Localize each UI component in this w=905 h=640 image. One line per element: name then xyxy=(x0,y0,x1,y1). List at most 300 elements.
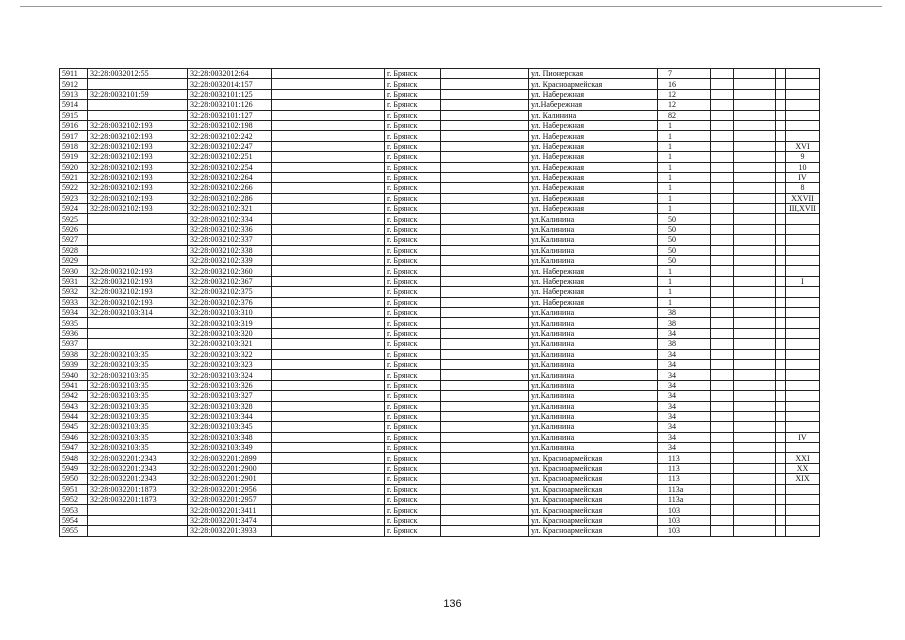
house-number-cell: 34 xyxy=(658,380,711,390)
empty-cell-cell xyxy=(272,235,385,245)
parent-cadastral-number-cell: 32:28:0032103:35 xyxy=(88,349,188,359)
parent-cadastral-number-cell: 32:28:0032102:193 xyxy=(88,152,188,162)
table-row xyxy=(60,162,820,172)
register-sheet xyxy=(59,68,820,537)
house-number-cell: 113а xyxy=(658,484,711,494)
cadastral-number-cell: 32:28:0032102:264 xyxy=(188,172,272,182)
parent-cadastral-number-cell xyxy=(88,245,188,255)
empty-cell-cell xyxy=(441,204,529,214)
table-row xyxy=(60,183,820,193)
cadastral-number-cell: 32:28:0032201:3474 xyxy=(188,515,272,525)
premise-number-cell xyxy=(786,515,820,525)
empty-cell-cell xyxy=(734,266,776,276)
city-cell: г. Брянск xyxy=(385,79,441,89)
parent-cadastral-number-cell: 32:28:0032103:35 xyxy=(88,432,188,442)
empty-cell-cell xyxy=(776,463,786,473)
row-number-cell: 5915 xyxy=(60,110,88,120)
empty-cell-cell xyxy=(776,484,786,494)
city-cell: г. Брянск xyxy=(385,359,441,369)
empty-cell-cell xyxy=(734,432,776,442)
street-cell: ул.Калинина xyxy=(529,422,658,432)
empty-cell-cell xyxy=(734,297,776,307)
empty-cell-cell xyxy=(441,256,529,266)
city-cell: г. Брянск xyxy=(385,526,441,536)
empty-cell-cell xyxy=(711,245,734,255)
cadastral-number-cell: 32:28:0032103:310 xyxy=(188,307,272,317)
empty-cell-cell xyxy=(441,287,529,297)
parent-cadastral-number-cell: 32:28:0032102:193 xyxy=(88,297,188,307)
row-number-cell: 5913 xyxy=(60,89,88,99)
house-number-cell: 113 xyxy=(658,453,711,463)
street-cell: ул. Красноармейская xyxy=(529,79,658,89)
cadastral-number-cell: 32:28:0032103:348 xyxy=(188,432,272,442)
cadastral-number-cell: 32:28:0032103:321 xyxy=(188,339,272,349)
row-number-cell: 5928 xyxy=(60,245,88,255)
empty-cell-cell xyxy=(734,515,776,525)
empty-cell-cell xyxy=(441,110,529,120)
row-number-cell: 5918 xyxy=(60,141,88,151)
house-number-cell: 38 xyxy=(658,307,711,317)
empty-cell-cell xyxy=(734,110,776,120)
premise-number-cell: 8 xyxy=(786,183,820,193)
empty-cell-cell xyxy=(272,339,385,349)
street-cell: ул. Набережная xyxy=(529,297,658,307)
row-number-cell: 5919 xyxy=(60,152,88,162)
empty-cell-cell xyxy=(776,453,786,463)
city-cell: г. Брянск xyxy=(385,287,441,297)
cadastral-number-cell: 32:28:0032102:254 xyxy=(188,162,272,172)
empty-cell-cell xyxy=(711,328,734,338)
premise-number-cell: XVI xyxy=(786,141,820,151)
street-cell: ул. Красноармейская xyxy=(529,495,658,505)
parent-cadastral-number-cell: 32:28:0032201:1873 xyxy=(88,495,188,505)
empty-cell-cell xyxy=(272,463,385,473)
row-number-cell: 5939 xyxy=(60,359,88,369)
premise-number-cell xyxy=(786,401,820,411)
city-cell: г. Брянск xyxy=(385,183,441,193)
parent-cadastral-number-cell xyxy=(88,224,188,234)
street-cell: ул. Красноармейская xyxy=(529,515,658,525)
empty-cell-cell xyxy=(776,110,786,120)
empty-cell-cell xyxy=(272,359,385,369)
city-cell: г. Брянск xyxy=(385,328,441,338)
parent-cadastral-number-cell: 32:28:0032102:193 xyxy=(88,162,188,172)
parent-cadastral-number-cell xyxy=(88,214,188,224)
parent-cadastral-number-cell xyxy=(88,100,188,110)
empty-cell-cell xyxy=(441,380,529,390)
empty-cell-cell xyxy=(734,100,776,110)
empty-cell-cell xyxy=(441,193,529,203)
parent-cadastral-number-cell: 32:28:0032103:35 xyxy=(88,411,188,421)
street-cell: ул. Красноармейская xyxy=(529,463,658,473)
table-row xyxy=(60,172,820,182)
city-cell: г. Брянск xyxy=(385,370,441,380)
row-number-cell: 5933 xyxy=(60,297,88,307)
row-number-cell: 5955 xyxy=(60,526,88,536)
cadastral-number-cell: 32:28:0032102:375 xyxy=(188,287,272,297)
table-row xyxy=(60,391,820,401)
premise-number-cell xyxy=(786,214,820,224)
street-cell: ул. Набережная xyxy=(529,276,658,286)
street-cell: ул.Калинина xyxy=(529,224,658,234)
empty-cell-cell xyxy=(272,297,385,307)
empty-cell-cell xyxy=(734,89,776,99)
empty-cell-cell xyxy=(441,505,529,515)
empty-cell-cell xyxy=(776,214,786,224)
house-number-cell: 50 xyxy=(658,214,711,224)
house-number-cell: 16 xyxy=(658,79,711,89)
cadastral-number-cell: 32:28:0032102:367 xyxy=(188,276,272,286)
top-border-line xyxy=(20,6,882,7)
city-cell: г. Брянск xyxy=(385,152,441,162)
house-number-cell: 1 xyxy=(658,193,711,203)
empty-cell-cell xyxy=(711,172,734,182)
premise-number-cell: XXI xyxy=(786,453,820,463)
row-number-cell: 5945 xyxy=(60,422,88,432)
table-row xyxy=(60,495,820,505)
premise-number-cell xyxy=(786,79,820,89)
street-cell: ул. Калинина xyxy=(529,110,658,120)
city-cell: г. Брянск xyxy=(385,463,441,473)
empty-cell-cell xyxy=(272,484,385,494)
empty-cell-cell xyxy=(734,287,776,297)
row-number-cell: 5937 xyxy=(60,339,88,349)
empty-cell-cell xyxy=(272,79,385,89)
empty-cell-cell xyxy=(711,411,734,421)
street-cell: ул. Набережная xyxy=(529,287,658,297)
street-cell: ул. Набережная xyxy=(529,89,658,99)
empty-cell-cell xyxy=(272,256,385,266)
row-number-cell: 5946 xyxy=(60,432,88,442)
empty-cell-cell xyxy=(441,422,529,432)
city-cell: г. Брянск xyxy=(385,495,441,505)
empty-cell-cell xyxy=(441,401,529,411)
street-cell: ул. Красноармейская xyxy=(529,474,658,484)
house-number-cell: 103 xyxy=(658,505,711,515)
cadastral-number-cell: 32:28:0032102:242 xyxy=(188,131,272,141)
empty-cell-cell xyxy=(711,370,734,380)
premise-number-cell xyxy=(786,297,820,307)
house-number-cell: 50 xyxy=(658,245,711,255)
parent-cadastral-number-cell xyxy=(88,256,188,266)
row-number-cell: 5934 xyxy=(60,307,88,317)
premise-number-cell xyxy=(786,349,820,359)
empty-cell-cell xyxy=(776,443,786,453)
parent-cadastral-number-cell xyxy=(88,339,188,349)
empty-cell-cell xyxy=(441,79,529,89)
house-number-cell: 113 xyxy=(658,463,711,473)
cadastral-number-cell: 32:28:0032102:337 xyxy=(188,235,272,245)
cadastral-number-cell: 32:28:0032102:338 xyxy=(188,245,272,255)
table-row xyxy=(60,432,820,442)
empty-cell-cell xyxy=(441,484,529,494)
empty-cell-cell xyxy=(272,89,385,99)
empty-cell-cell xyxy=(272,276,385,286)
row-number-cell: 5925 xyxy=(60,214,88,224)
row-number-cell: 5914 xyxy=(60,100,88,110)
empty-cell-cell xyxy=(776,79,786,89)
empty-cell-cell xyxy=(734,214,776,224)
row-number-cell: 5948 xyxy=(60,453,88,463)
empty-cell-cell xyxy=(776,432,786,442)
premise-number-cell xyxy=(786,422,820,432)
empty-cell-cell xyxy=(711,297,734,307)
parent-cadastral-number-cell: 32:28:0032102:193 xyxy=(88,172,188,182)
empty-cell-cell xyxy=(776,391,786,401)
cadastral-number-cell: 32:28:0032103:323 xyxy=(188,359,272,369)
cadastral-number-cell: 32:28:0032201:2900 xyxy=(188,463,272,473)
row-number-cell: 5940 xyxy=(60,370,88,380)
premise-number-cell: 10 xyxy=(786,162,820,172)
empty-cell-cell xyxy=(441,443,529,453)
empty-cell-cell xyxy=(734,391,776,401)
table-row xyxy=(60,422,820,432)
empty-cell-cell xyxy=(272,131,385,141)
empty-cell-cell xyxy=(776,515,786,525)
city-cell: г. Брянск xyxy=(385,411,441,421)
empty-cell-cell xyxy=(441,100,529,110)
table-row xyxy=(60,235,820,245)
empty-cell-cell xyxy=(441,349,529,359)
house-number-cell: 1 xyxy=(658,287,711,297)
parent-cadastral-number-cell: 32:28:0032012:55 xyxy=(88,69,188,79)
empty-cell-cell xyxy=(734,152,776,162)
table-row xyxy=(60,474,820,484)
city-cell: г. Брянск xyxy=(385,484,441,494)
empty-cell-cell xyxy=(711,401,734,411)
house-number-cell: 34 xyxy=(658,349,711,359)
table-row xyxy=(60,401,820,411)
empty-cell-cell xyxy=(776,422,786,432)
cadastral-number-cell: 32:28:0032102:286 xyxy=(188,193,272,203)
premise-number-cell: 9 xyxy=(786,152,820,162)
city-cell: г. Брянск xyxy=(385,453,441,463)
city-cell: г. Брянск xyxy=(385,214,441,224)
empty-cell-cell xyxy=(734,505,776,515)
empty-cell-cell xyxy=(776,256,786,266)
empty-cell-cell xyxy=(272,422,385,432)
empty-cell-cell xyxy=(734,307,776,317)
house-number-cell: 113 xyxy=(658,474,711,484)
table-row xyxy=(60,79,820,89)
table-row xyxy=(60,515,820,525)
cadastral-number-cell: 32:28:0032102:336 xyxy=(188,224,272,234)
row-number-cell: 5951 xyxy=(60,484,88,494)
premise-number-cell xyxy=(786,495,820,505)
empty-cell-cell xyxy=(441,183,529,193)
street-cell: ул. Набережная xyxy=(529,162,658,172)
empty-cell-cell xyxy=(776,339,786,349)
empty-cell-cell xyxy=(272,152,385,162)
empty-cell-cell xyxy=(272,453,385,463)
row-number-cell: 5923 xyxy=(60,193,88,203)
empty-cell-cell xyxy=(734,141,776,151)
cadastral-number-cell: 32:28:0032201:2956 xyxy=(188,484,272,494)
empty-cell-cell xyxy=(711,235,734,245)
empty-cell-cell xyxy=(272,318,385,328)
cadastral-number-cell: 32:28:0032101:126 xyxy=(188,100,272,110)
parent-cadastral-number-cell xyxy=(88,110,188,120)
empty-cell-cell xyxy=(711,89,734,99)
house-number-cell: 34 xyxy=(658,391,711,401)
empty-cell-cell xyxy=(776,349,786,359)
street-cell: ул.Калинина xyxy=(529,318,658,328)
empty-cell-cell xyxy=(776,100,786,110)
parent-cadastral-number-cell xyxy=(88,79,188,89)
city-cell: г. Брянск xyxy=(385,162,441,172)
empty-cell-cell xyxy=(734,422,776,432)
empty-cell-cell xyxy=(776,359,786,369)
table-row xyxy=(60,318,820,328)
street-cell: ул. Набережная xyxy=(529,204,658,214)
premise-number-cell xyxy=(786,235,820,245)
row-number-cell: 5954 xyxy=(60,515,88,525)
empty-cell-cell xyxy=(441,245,529,255)
street-cell: ул. Набережная xyxy=(529,266,658,276)
empty-cell-cell xyxy=(441,515,529,525)
empty-cell-cell xyxy=(734,318,776,328)
empty-cell-cell xyxy=(272,495,385,505)
row-number-cell: 5943 xyxy=(60,401,88,411)
empty-cell-cell xyxy=(776,141,786,151)
cadastral-number-cell: 32:28:0032102:360 xyxy=(188,266,272,276)
city-cell: г. Брянск xyxy=(385,193,441,203)
parent-cadastral-number-cell: 32:28:0032103:35 xyxy=(88,401,188,411)
cadastral-number-cell: 32:28:0032201:3411 xyxy=(188,505,272,515)
cadastral-number-cell: 32:28:0032102:321 xyxy=(188,204,272,214)
empty-cell-cell xyxy=(734,463,776,473)
empty-cell-cell xyxy=(441,214,529,224)
empty-cell-cell xyxy=(776,152,786,162)
street-cell: ул.Калинина xyxy=(529,256,658,266)
empty-cell-cell xyxy=(711,162,734,172)
city-cell: г. Брянск xyxy=(385,349,441,359)
empty-cell-cell xyxy=(441,328,529,338)
city-cell: г. Брянск xyxy=(385,256,441,266)
house-number-cell: 38 xyxy=(658,339,711,349)
empty-cell-cell xyxy=(711,484,734,494)
empty-cell-cell xyxy=(776,287,786,297)
table-row xyxy=(60,193,820,203)
premise-number-cell xyxy=(786,100,820,110)
house-number-cell: 1 xyxy=(658,297,711,307)
cadastral-number-cell: 32:28:0032201:2899 xyxy=(188,453,272,463)
parent-cadastral-number-cell: 32:28:0032102:193 xyxy=(88,183,188,193)
city-cell: г. Брянск xyxy=(385,204,441,214)
row-number-cell: 5920 xyxy=(60,162,88,172)
property-register-table xyxy=(59,68,820,537)
parent-cadastral-number-cell: 32:28:0032102:193 xyxy=(88,131,188,141)
empty-cell-cell xyxy=(711,69,734,79)
street-cell: ул. Пионерская xyxy=(529,69,658,79)
empty-cell-cell xyxy=(272,141,385,151)
parent-cadastral-number-cell: 32:28:0032103:35 xyxy=(88,380,188,390)
row-number-cell: 5926 xyxy=(60,224,88,234)
empty-cell-cell xyxy=(776,297,786,307)
cadastral-number-cell: 32:28:0032103:324 xyxy=(188,370,272,380)
house-number-cell: 1 xyxy=(658,141,711,151)
empty-cell-cell xyxy=(776,224,786,234)
cadastral-number-cell: 32:28:0032102:334 xyxy=(188,214,272,224)
cadastral-number-cell: 32:28:0032103:328 xyxy=(188,401,272,411)
empty-cell-cell xyxy=(776,204,786,214)
cadastral-number-cell: 32:28:0032101:125 xyxy=(188,89,272,99)
empty-cell-cell xyxy=(734,120,776,130)
empty-cell-cell xyxy=(441,224,529,234)
empty-cell-cell xyxy=(734,204,776,214)
street-cell: ул.Калинина xyxy=(529,391,658,401)
city-cell: г. Брянск xyxy=(385,141,441,151)
street-cell: ул. Красноармейская xyxy=(529,484,658,494)
house-number-cell: 1 xyxy=(658,131,711,141)
premise-number-cell xyxy=(786,318,820,328)
house-number-cell: 1 xyxy=(658,172,711,182)
parent-cadastral-number-cell: 32:28:0032103:35 xyxy=(88,443,188,453)
empty-cell-cell xyxy=(272,183,385,193)
empty-cell-cell xyxy=(272,193,385,203)
empty-cell-cell xyxy=(711,349,734,359)
row-number-cell: 5931 xyxy=(60,276,88,286)
empty-cell-cell xyxy=(441,474,529,484)
row-number-cell: 5916 xyxy=(60,120,88,130)
empty-cell-cell xyxy=(711,79,734,89)
premise-number-cell xyxy=(786,110,820,120)
parent-cadastral-number-cell: 32:28:0032201:1873 xyxy=(88,484,188,494)
empty-cell-cell xyxy=(441,359,529,369)
premise-number-cell xyxy=(786,307,820,317)
table-row xyxy=(60,110,820,120)
empty-cell-cell xyxy=(272,214,385,224)
empty-cell-cell xyxy=(441,318,529,328)
parent-cadastral-number-cell xyxy=(88,235,188,245)
city-cell: г. Брянск xyxy=(385,235,441,245)
house-number-cell: 50 xyxy=(658,224,711,234)
empty-cell-cell xyxy=(441,141,529,151)
street-cell: ул.Калинина xyxy=(529,235,658,245)
street-cell: ул. Красноармейская xyxy=(529,505,658,515)
street-cell: ул.Калинина xyxy=(529,214,658,224)
street-cell: ул.Калинина xyxy=(529,307,658,317)
empty-cell-cell xyxy=(776,162,786,172)
empty-cell-cell xyxy=(441,297,529,307)
empty-cell-cell xyxy=(711,432,734,442)
empty-cell-cell xyxy=(441,120,529,130)
house-number-cell: 12 xyxy=(658,100,711,110)
empty-cell-cell xyxy=(734,370,776,380)
street-cell: ул.Калинина xyxy=(529,339,658,349)
parent-cadastral-number-cell: 32:28:0032102:193 xyxy=(88,276,188,286)
parent-cadastral-number-cell: 32:28:0032201:2343 xyxy=(88,453,188,463)
cadastral-number-cell: 32:28:0032103:345 xyxy=(188,422,272,432)
empty-cell-cell xyxy=(711,183,734,193)
empty-cell-cell xyxy=(711,339,734,349)
city-cell: г. Брянск xyxy=(385,307,441,317)
empty-cell-cell xyxy=(711,443,734,453)
empty-cell-cell xyxy=(776,411,786,421)
premise-number-cell xyxy=(786,370,820,380)
empty-cell-cell xyxy=(734,79,776,89)
street-cell: ул. Набережная xyxy=(529,183,658,193)
empty-cell-cell xyxy=(711,463,734,473)
row-number-cell: 5922 xyxy=(60,183,88,193)
empty-cell-cell xyxy=(272,110,385,120)
empty-cell-cell xyxy=(734,339,776,349)
parent-cadastral-number-cell: 32:28:0032101:59 xyxy=(88,89,188,99)
empty-cell-cell xyxy=(734,495,776,505)
premise-number-cell xyxy=(786,245,820,255)
table-row xyxy=(60,328,820,338)
table-row xyxy=(60,141,820,151)
